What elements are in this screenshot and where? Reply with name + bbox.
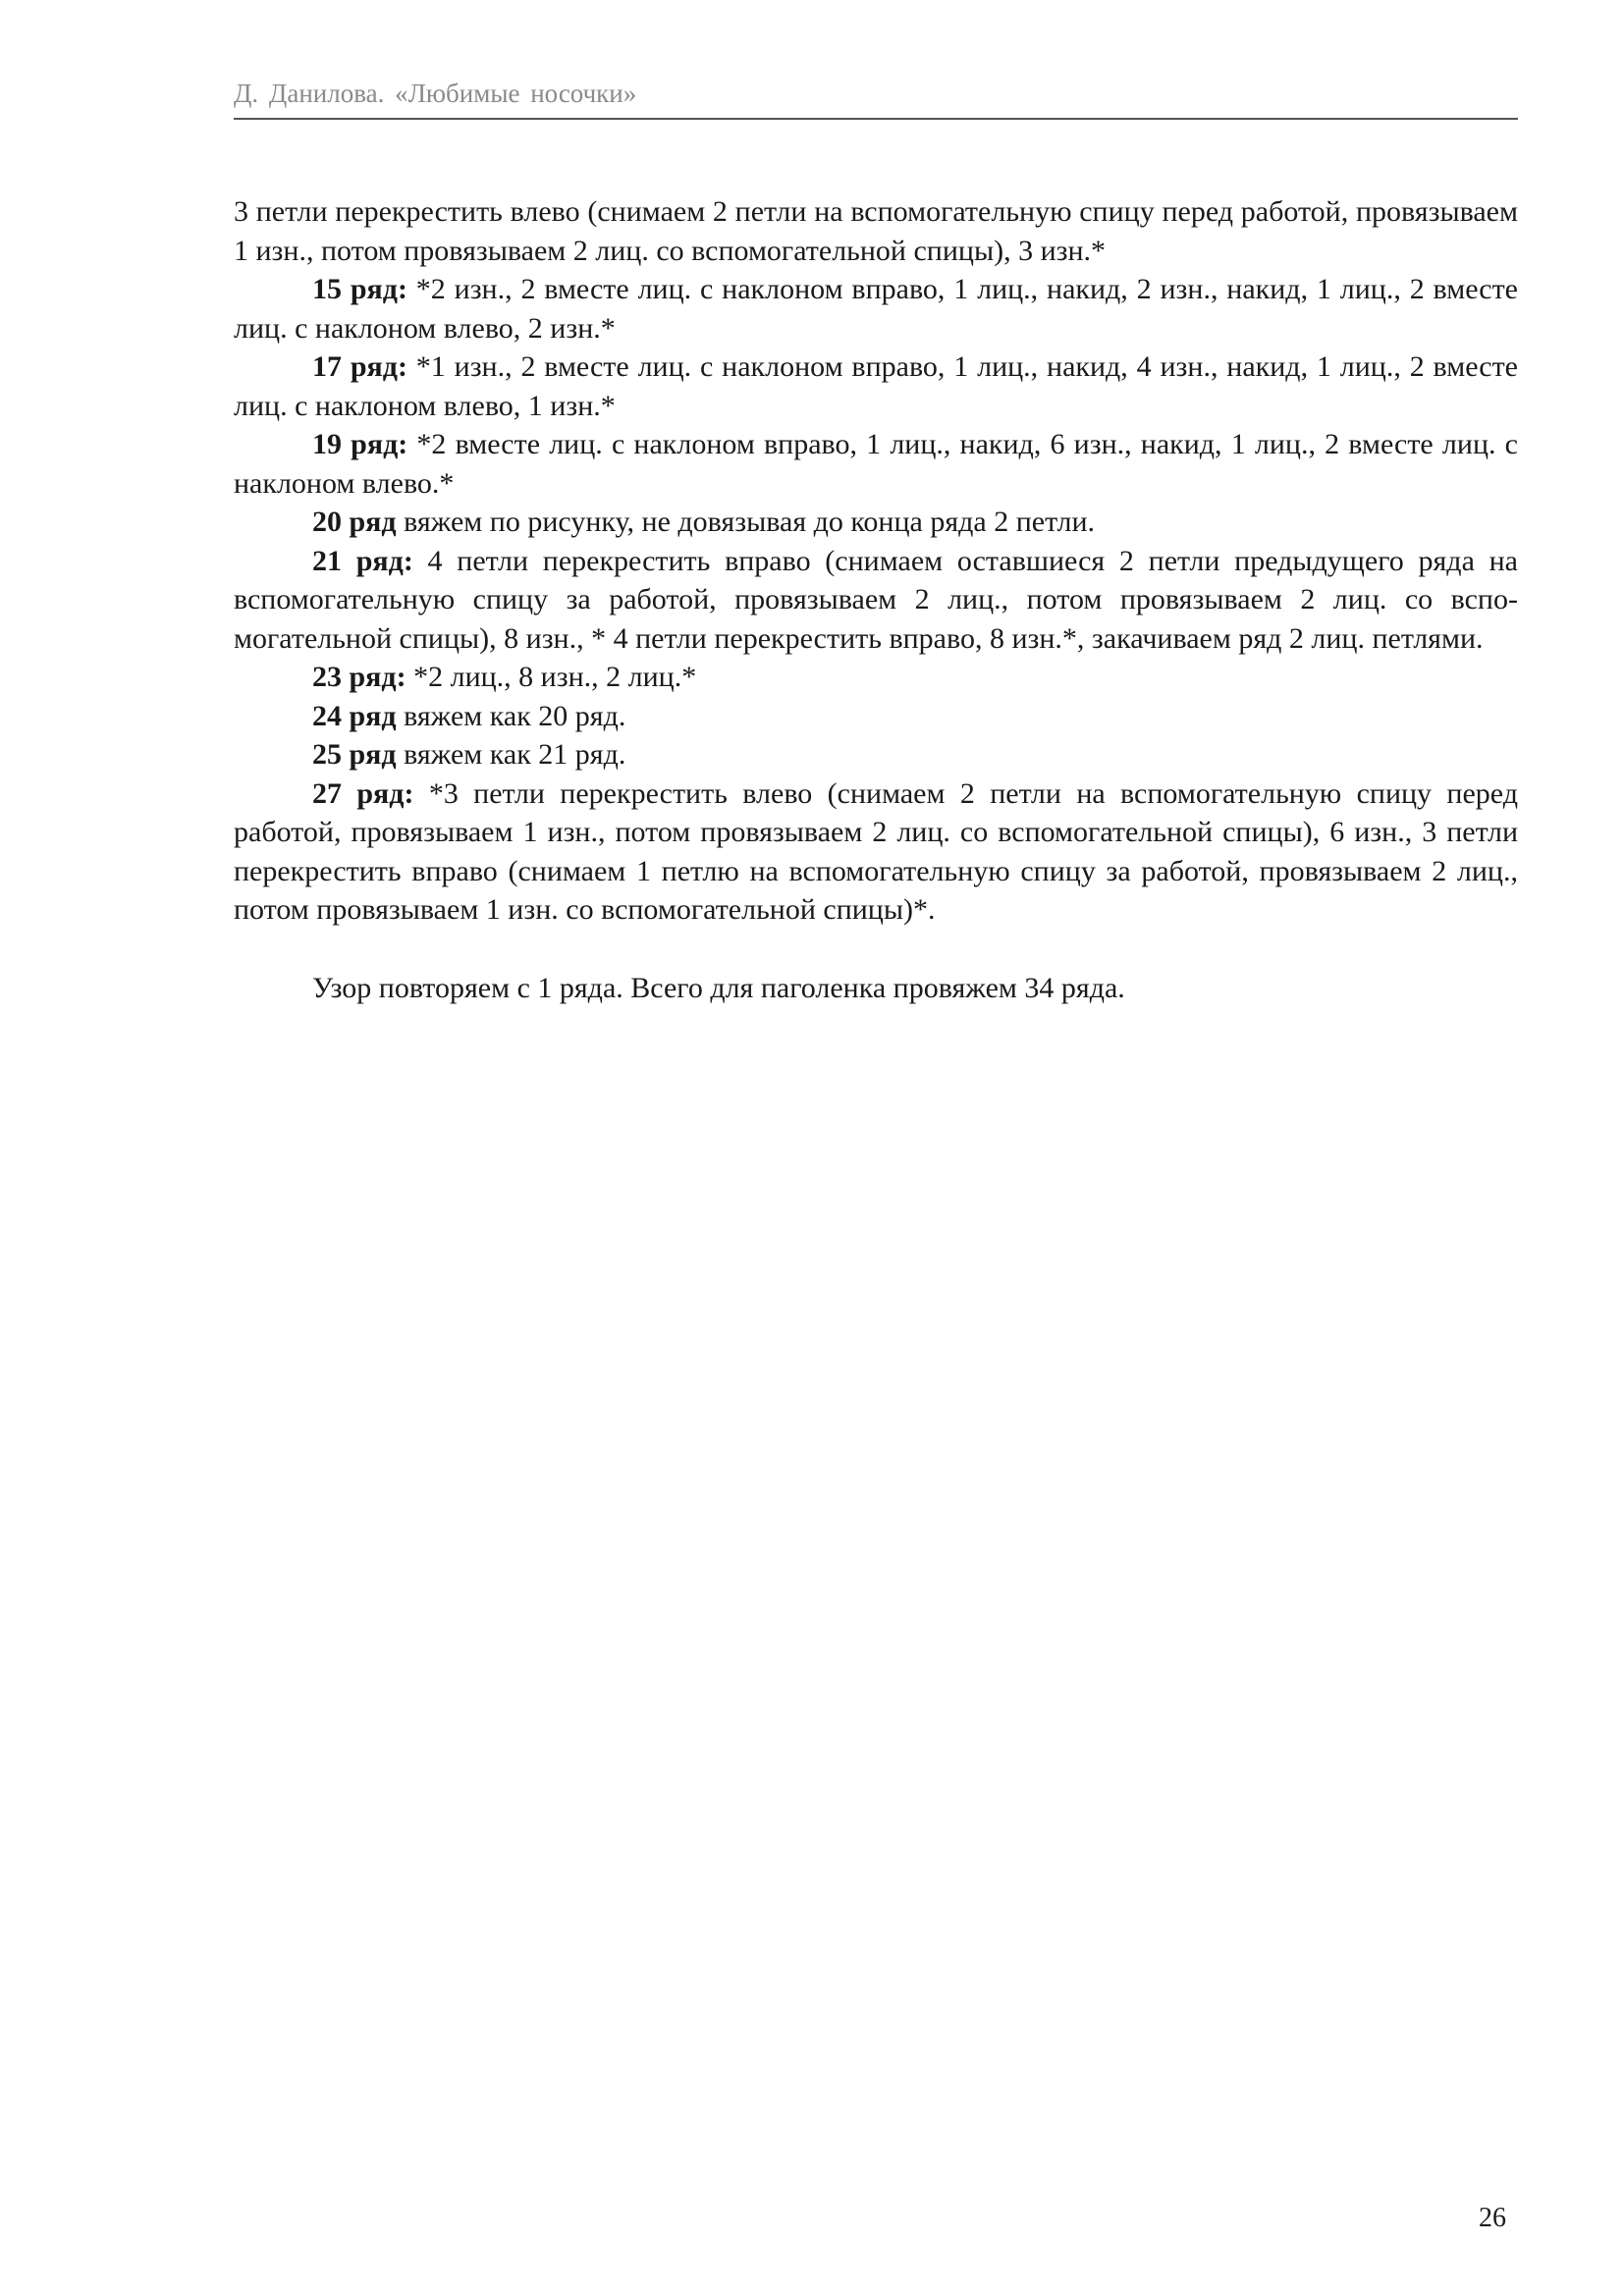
- paragraph-row-21: [234, 542, 1518, 659]
- row-instructions: *2 изн., 2 вместе лиц. с наклоном вправо, 1 лиц., накид, 2 изн., накид, 1 лиц., 2 вместе лиц. с наклоном влево, 2 изн.*: [234, 273, 1518, 345]
- paragraph-row-23: [234, 658, 1518, 697]
- row-instructions: *2 лиц., 8 изн., 2 лиц.*: [406, 661, 697, 693]
- paragraph-row-19: [234, 425, 1518, 503]
- paragraph-row-15: [234, 270, 1518, 347]
- row-instructions: *2 вместе лиц. с наклоном вправо, 1 лиц., накид, 6 изн., накид, 1 лиц., 2 вместе лиц. с наклоном влево.*: [234, 428, 1518, 500]
- page-number: 26: [1479, 2203, 1506, 2233]
- paragraph-row-25: [234, 735, 1518, 774]
- running-header: [234, 75, 1518, 120]
- paragraph-gap: [234, 930, 1518, 969]
- closing-paragraph: Узор повторяем с 1 ряда. Всего для паголенка провяжем 34 ряда.: [312, 971, 1125, 1004]
- paragraph-row-20: [234, 503, 1518, 542]
- running-title: Д. Данилова. «Любимые носочки»: [234, 79, 637, 108]
- row-label: 21 ряд:: [312, 544, 413, 577]
- paragraph-text: 3 петли перекрестить влево (снимаем 2 петли на вспомогательную спицу перед работой, провязываем 1 изн., потом провязываем 2 лиц. со вспомогательной спицы), 3 изн.*: [234, 195, 1518, 267]
- paragraph-row-24: [234, 697, 1518, 736]
- row-label: 25 ряд: [312, 738, 397, 771]
- paragraph-row-17: [234, 347, 1518, 425]
- row-instructions: 4 петли перекрестить вправо (снимаем оставшиеся 2 петли предыдущего ряда на вспомогательную спицу за работой, провязываем 2 лиц., потом провязываем 2 лиц. со вспомогательной спицы), 8 изн., * 4 петли перекрестить вправо, 8 изн.*, закачиваем ряд 2 лиц. петлями.: [234, 544, 1518, 655]
- row-instructions: *3 петли перекрестить влево (снимаем 2 петли на вспомогательную спицу перед работой, провязываем 1 изн., потом провязываем 2 лиц. со вспомогательной спицы), 6 изн., 3 петли перекрестить вправо (снимаем 1 петлю на вспомогательную спицу за работой, провязываем 2 лиц., потом провязываем 1 изн. со вспомогательной спицы)*.: [234, 776, 1518, 926]
- row-label: 17 ряд:: [312, 350, 407, 383]
- row-instructions: вяжем как 21 ряд.: [396, 738, 626, 771]
- row-label: 20 ряд: [312, 506, 397, 538]
- row-instructions: вяжем по рисунку, не довязывая до конца ряда 2 петли.: [396, 506, 1095, 538]
- row-label: 24 ряд: [312, 699, 397, 732]
- row-label: 27 ряд:: [312, 776, 414, 810]
- paragraph-row-27: [234, 774, 1518, 930]
- paragraph-continuation: [234, 192, 1518, 270]
- row-instructions: *1 изн., 2 вместе лиц. с наклоном вправо, 1 лиц., накид, 4 изн., накид, 1 лиц., 2 вместе лиц. с наклоном влево, 1 изн.*: [234, 350, 1518, 422]
- row-label: 19 ряд:: [312, 428, 408, 460]
- row-label: 23 ряд:: [312, 661, 406, 693]
- row-instructions: вяжем как 20 ряд.: [396, 699, 626, 732]
- row-label: 15 ряд:: [312, 273, 407, 305]
- page-body: [234, 192, 1518, 1007]
